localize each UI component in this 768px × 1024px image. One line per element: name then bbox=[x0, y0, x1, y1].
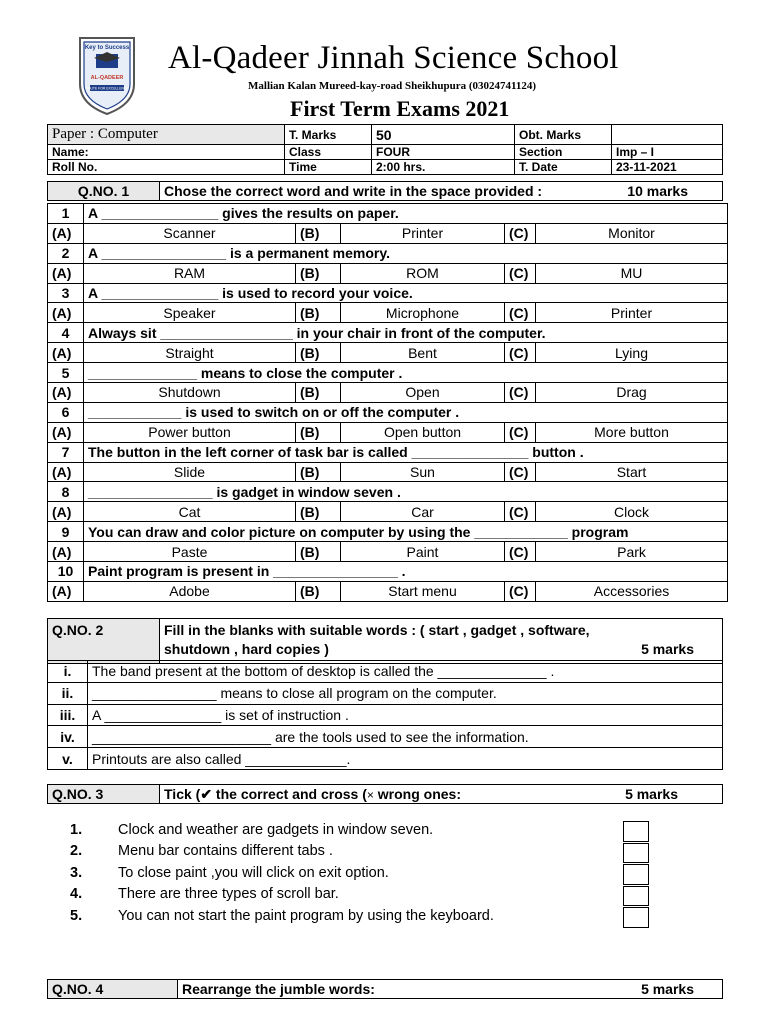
option-c-letter: (C) bbox=[505, 263, 536, 283]
option-b-letter: (B) bbox=[296, 383, 341, 403]
option-a-letter: (A) bbox=[48, 223, 84, 243]
q1-question-row bbox=[48, 522, 728, 542]
question-number: 10 bbox=[48, 562, 84, 582]
option-c-letter: (C) bbox=[505, 542, 536, 562]
option-c[interactable]: Printer bbox=[536, 303, 728, 323]
option-c[interactable]: Clock bbox=[536, 502, 728, 522]
q1-question-row bbox=[48, 402, 728, 422]
option-b-letter: (B) bbox=[296, 462, 341, 482]
option-c[interactable]: Lying bbox=[536, 343, 728, 363]
class-label: Class bbox=[285, 145, 372, 160]
q1-label: Q.NO. 1 bbox=[48, 182, 160, 201]
obt-marks-field[interactable] bbox=[612, 125, 723, 145]
q3-marks: 5 marks bbox=[625, 786, 678, 802]
statement-number: 2. bbox=[70, 843, 83, 860]
q1-question-row bbox=[48, 243, 728, 263]
option-b-letter: (B) bbox=[296, 581, 341, 601]
q1-marks: 10 marks bbox=[627, 183, 688, 199]
q2-row bbox=[48, 682, 723, 704]
option-a-letter: (A) bbox=[48, 383, 84, 403]
option-b-letter: (B) bbox=[296, 502, 341, 522]
option-c[interactable]: MU bbox=[536, 263, 728, 283]
q1-options-row bbox=[48, 502, 728, 522]
section-value: Imp – I bbox=[612, 145, 723, 160]
roll-label: Roll No. bbox=[48, 160, 285, 175]
option-a[interactable]: Power button bbox=[84, 422, 296, 442]
q1-options-row bbox=[48, 462, 728, 482]
school-logo bbox=[74, 32, 140, 116]
q3-instruction-cell bbox=[160, 785, 723, 804]
q2-label: Q.NO. 2 bbox=[48, 619, 160, 664]
q2-instruction-line1: Fill in the blanks with suitable words : ( start , gadget , software, bbox=[164, 622, 590, 638]
q1-question-row bbox=[48, 442, 728, 462]
q2-row bbox=[48, 704, 723, 726]
option-c-letter: (C) bbox=[505, 343, 536, 363]
q4-label: Q.NO. 4 bbox=[48, 980, 178, 999]
q2-instruction-cell bbox=[160, 619, 723, 664]
option-b-letter: (B) bbox=[296, 303, 341, 323]
answer-box[interactable] bbox=[623, 821, 649, 842]
question-text: ____________ is used to switch on or off the computer . bbox=[84, 402, 728, 422]
question-number: 9 bbox=[48, 522, 84, 542]
option-a-letter: (A) bbox=[48, 502, 84, 522]
option-b-letter: (B) bbox=[296, 343, 341, 363]
q3-header bbox=[47, 784, 723, 804]
statement-text: To close paint ,you will click on exit option. bbox=[118, 864, 389, 881]
option-a[interactable]: RAM bbox=[84, 263, 296, 283]
name-label: Name: bbox=[48, 145, 285, 160]
q2-marks: 5 marks bbox=[641, 641, 694, 657]
option-a-letter: (A) bbox=[48, 581, 84, 601]
q1-options-row bbox=[48, 383, 728, 403]
statement-text: Menu bar contains different tabs . bbox=[118, 843, 333, 860]
q1-question-row bbox=[48, 363, 728, 383]
option-b[interactable]: Start menu bbox=[341, 581, 505, 601]
option-c[interactable]: Accessories bbox=[536, 581, 728, 601]
option-b[interactable]: Paint bbox=[341, 542, 505, 562]
option-c[interactable]: Drag bbox=[536, 383, 728, 403]
section-label: Section bbox=[515, 145, 612, 160]
q2-header bbox=[47, 618, 723, 664]
q1-options-row bbox=[48, 303, 728, 323]
option-b-letter: (B) bbox=[296, 422, 341, 442]
q2-row bbox=[48, 661, 723, 683]
q4-instruction: Rearrange the jumble words: bbox=[182, 981, 375, 997]
question-text: Paint program is present in ________________ . bbox=[84, 562, 728, 582]
option-b-letter: (B) bbox=[296, 263, 341, 283]
q1-question-row bbox=[48, 323, 728, 343]
q1-question-row bbox=[48, 562, 728, 582]
option-b[interactable]: Sun bbox=[341, 462, 505, 482]
option-c-letter: (C) bbox=[505, 383, 536, 403]
q2-row bbox=[48, 748, 723, 770]
tick-statement bbox=[70, 865, 389, 881]
question-text: Always sit _________________ in your chair in front of the computer. bbox=[84, 323, 728, 343]
option-c[interactable]: Park bbox=[536, 542, 728, 562]
school-name: Al-Qadeer Jinnah Science School bbox=[168, 40, 619, 76]
question-number: 8 bbox=[48, 482, 84, 502]
tick-statement bbox=[70, 843, 333, 859]
q3-list bbox=[70, 822, 610, 932]
q1-options-row bbox=[48, 581, 728, 601]
school-address: Mallian Kalan Mureed-kay-road Sheikhupura (03024741124) bbox=[248, 80, 537, 92]
answer-box[interactable] bbox=[623, 907, 649, 928]
q4-marks: 5 marks bbox=[641, 981, 694, 997]
tick-statement bbox=[70, 822, 433, 838]
answer-box[interactable] bbox=[623, 843, 649, 864]
question-text: A _______________ gives the results on paper. bbox=[84, 204, 728, 224]
statement-number: 1. bbox=[70, 822, 83, 838]
option-b[interactable]: Car bbox=[341, 502, 505, 522]
logo-text-mid: AL-QADEER bbox=[90, 75, 124, 81]
q3-label: Q.NO. 3 bbox=[48, 785, 160, 804]
q2-table bbox=[47, 660, 723, 770]
option-b[interactable]: Open bbox=[341, 383, 505, 403]
question-text: ________________ is gadget in window seven . bbox=[84, 482, 728, 502]
question-number: 5 bbox=[48, 363, 84, 383]
blank-sentence[interactable]: _______________________ are the tools used to see the information. bbox=[88, 726, 723, 748]
blank-number: v. bbox=[48, 748, 88, 770]
option-b[interactable]: Open button bbox=[341, 422, 505, 442]
option-a-letter: (A) bbox=[48, 542, 84, 562]
q3-instruction-c: wrong ones: bbox=[373, 786, 462, 802]
exam-info-table bbox=[47, 124, 723, 175]
blank-sentence[interactable]: Printouts are also called _____________. bbox=[88, 748, 723, 770]
q1-options-row bbox=[48, 223, 728, 243]
statement-text: There are three types of scroll bar. bbox=[118, 886, 339, 903]
q1-instruction-cell bbox=[160, 182, 723, 201]
tick-statement bbox=[70, 908, 494, 924]
question-number: 6 bbox=[48, 402, 84, 422]
time-label: Time bbox=[285, 160, 372, 175]
question-text: A ________________ is a permanent memory. bbox=[84, 243, 728, 263]
question-number: 1 bbox=[48, 204, 84, 224]
option-a[interactable]: Speaker bbox=[84, 303, 296, 323]
q3-instruction-b: the correct and cross ( bbox=[212, 786, 367, 802]
option-a-letter: (A) bbox=[48, 343, 84, 363]
q1-options-row bbox=[48, 422, 728, 442]
question-text: A _______________ is used to record your voice. bbox=[84, 283, 728, 303]
q1-options-row bbox=[48, 263, 728, 283]
statement-number: 5. bbox=[70, 907, 83, 924]
time-value: 2:00 hrs. bbox=[372, 160, 515, 175]
option-c-letter: (C) bbox=[505, 581, 536, 601]
option-c[interactable]: More button bbox=[536, 422, 728, 442]
q1-table bbox=[47, 203, 728, 602]
q4-instruction-cell bbox=[178, 980, 723, 999]
statement-number: 4. bbox=[70, 886, 83, 903]
option-a[interactable]: Adobe bbox=[84, 581, 296, 601]
option-c-letter: (C) bbox=[505, 303, 536, 323]
exam-title: First Term Exams 2021 bbox=[290, 96, 510, 121]
option-c-letter: (C) bbox=[505, 422, 536, 442]
total-marks-value: 50 bbox=[372, 125, 515, 145]
option-a-letter: (A) bbox=[48, 263, 84, 283]
question-number: 2 bbox=[48, 243, 84, 263]
option-b-letter: (B) bbox=[296, 542, 341, 562]
question-number: 4 bbox=[48, 323, 84, 343]
blank-number: iii. bbox=[48, 704, 88, 726]
q1-instruction: Chose the correct word and write in the space provided : bbox=[164, 183, 543, 199]
question-text: You can draw and color picture on computer by using the ____________ program bbox=[84, 522, 728, 542]
option-b[interactable]: Printer bbox=[341, 223, 505, 243]
logo-text-bottom: ROUTE FOR EXCELLENCE bbox=[85, 86, 129, 91]
question-number: 3 bbox=[48, 283, 84, 303]
option-c-letter: (C) bbox=[505, 462, 536, 482]
option-a[interactable]: Shutdown bbox=[84, 383, 296, 403]
option-b[interactable]: Bent bbox=[341, 343, 505, 363]
option-c-letter: (C) bbox=[505, 223, 536, 243]
blank-sentence[interactable]: A _______________ is set of instruction . bbox=[88, 704, 723, 726]
q3-instruction-a: Tick ( bbox=[164, 786, 201, 802]
option-a-letter: (A) bbox=[48, 303, 84, 323]
obt-marks-label: Obt. Marks bbox=[515, 125, 612, 145]
statement-number: 3. bbox=[70, 864, 83, 881]
blank-sentence[interactable]: ________________ means to close all program on the computer. bbox=[88, 682, 723, 704]
cross-icon: × bbox=[366, 788, 374, 802]
option-a[interactable]: Straight bbox=[84, 343, 296, 363]
date-label: T. Date bbox=[515, 160, 612, 175]
question-number: 7 bbox=[48, 442, 84, 462]
option-c[interactable]: Start bbox=[536, 462, 728, 482]
statement-text: You can not start the paint program by using the keyboard. bbox=[118, 907, 494, 924]
blank-number: ii. bbox=[48, 682, 88, 704]
q2-row bbox=[48, 726, 723, 748]
tick-statement bbox=[70, 886, 339, 902]
option-a[interactable]: Scanner bbox=[84, 223, 296, 243]
q4-header bbox=[47, 979, 723, 999]
option-b[interactable]: Microphone bbox=[341, 303, 505, 323]
answer-box[interactable] bbox=[623, 864, 649, 885]
q1-options-row bbox=[48, 542, 728, 562]
paper-title: Paper : Computer bbox=[48, 125, 285, 145]
option-b[interactable]: ROM bbox=[341, 263, 505, 283]
blank-sentence[interactable]: The band present at the bottom of desktop is called the ______________ . bbox=[88, 661, 723, 683]
option-b-letter: (B) bbox=[296, 223, 341, 243]
date-value: 23-11-2021 bbox=[612, 160, 723, 175]
option-a[interactable]: Slide bbox=[84, 462, 296, 482]
class-value: FOUR bbox=[372, 145, 515, 160]
option-a[interactable]: Cat bbox=[84, 502, 296, 522]
q1-header bbox=[47, 181, 723, 201]
q1-options-row bbox=[48, 343, 728, 363]
option-a-letter: (A) bbox=[48, 422, 84, 442]
q1-question-row bbox=[48, 204, 728, 224]
option-c[interactable]: Monitor bbox=[536, 223, 728, 243]
blank-number: iv. bbox=[48, 726, 88, 748]
logo-text-top: Key to Success bbox=[84, 45, 130, 51]
blank-number: i. bbox=[48, 661, 88, 683]
tick-icon: ✔ bbox=[200, 786, 213, 802]
q1-question-row bbox=[48, 482, 728, 502]
q1-question-row bbox=[48, 283, 728, 303]
q2-instruction-line2: shutdown , hard copies ) bbox=[164, 641, 329, 657]
option-a-letter: (A) bbox=[48, 462, 84, 482]
statement-text: Clock and weather are gadgets in window seven. bbox=[118, 822, 434, 838]
total-marks-label: T. Marks bbox=[285, 125, 372, 145]
question-text: The button in the left corner of task bar is called _______________ button . bbox=[84, 442, 728, 462]
question-text: ______________ means to close the computer . bbox=[84, 363, 728, 383]
option-c-letter: (C) bbox=[505, 502, 536, 522]
option-a[interactable]: Paste bbox=[84, 542, 296, 562]
answer-box[interactable] bbox=[623, 886, 649, 907]
